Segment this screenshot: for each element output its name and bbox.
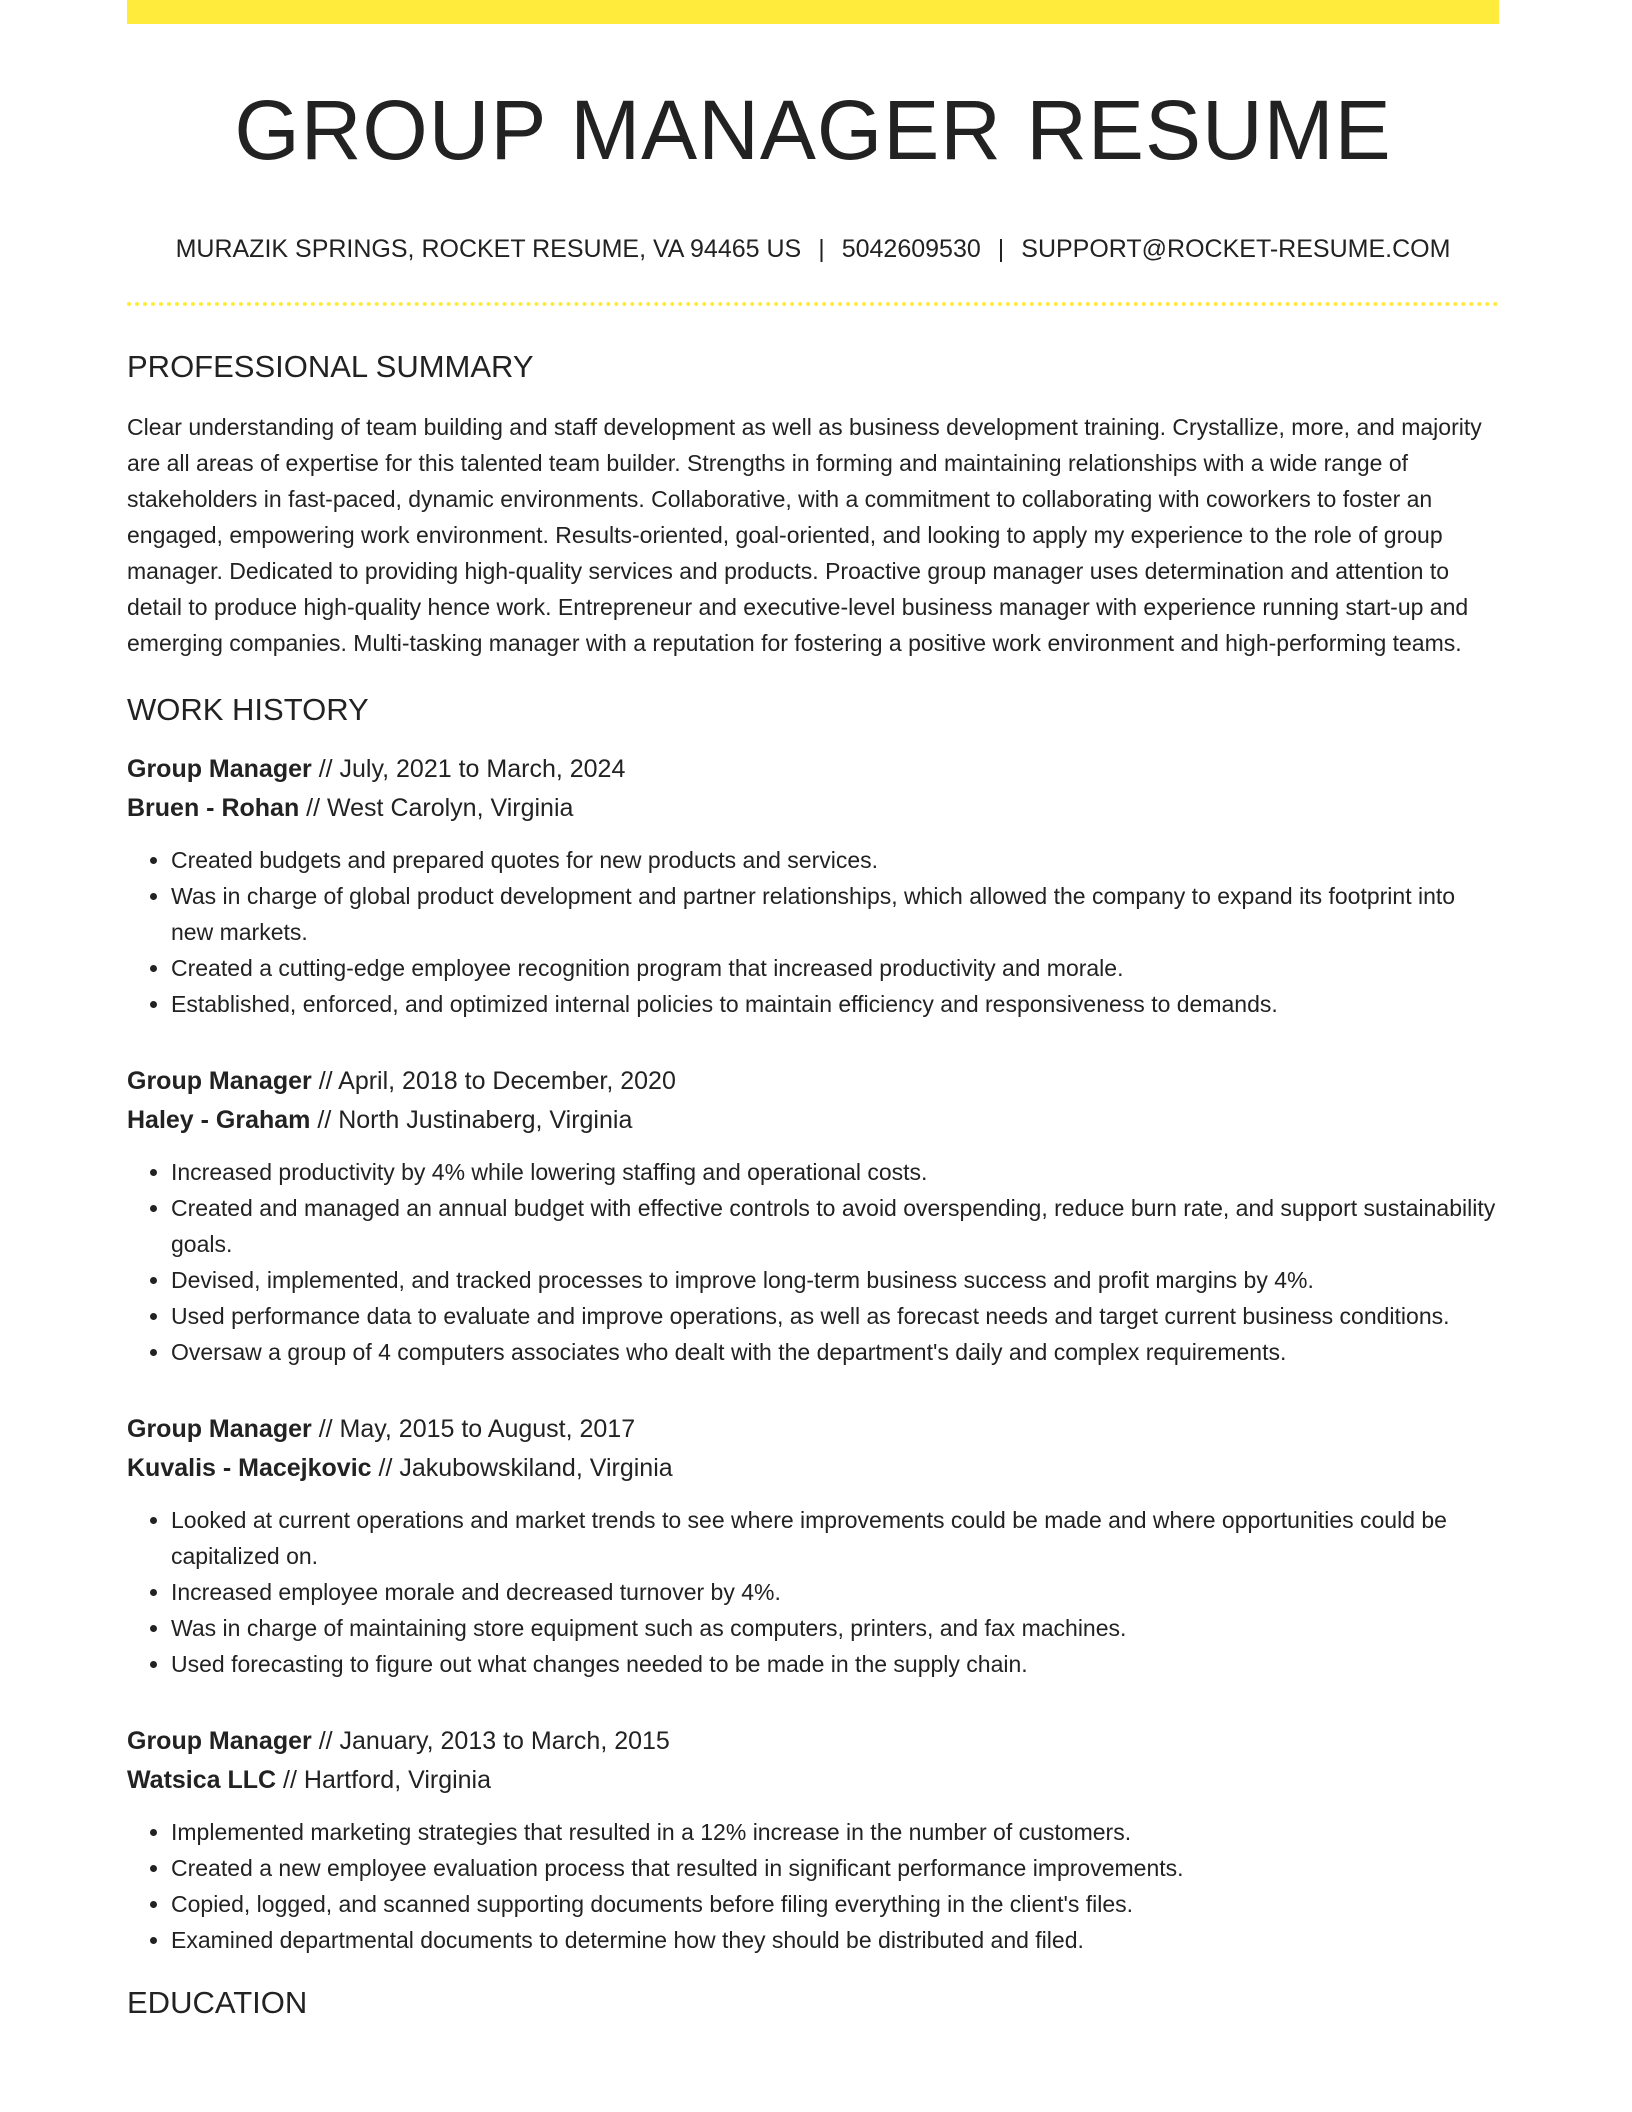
job-company-line [127, 1761, 1499, 1800]
job-bullet-list [127, 1502, 1499, 1682]
job-company: Watsica LLC [127, 1766, 277, 1795]
contact-separator: | [997, 235, 1005, 263]
job-company: Kuvalis - Macejkovic [127, 1454, 372, 1483]
summary-text: Clear understanding of team building and staff development as well as business development training. Crystallize, more, and majority are all areas of expertise for this talented team builder. Strengths in forming and maintaining relationships with a wide range of stakeholders in fast-paced, dynamic environments. Collaborative, with a commitment to collaborating with coworkers to foster an engaged, empowering work environment. Results-oriented, goal-oriented, and looking to apply my experience to the role of group manager. Dedicated to providing high-quality services and products. Proactive group manager uses determination and attention to detail to produce high-quality hence work. Entrepreneur and executive-level business manager with experience running start-up and emerging companies. Multi-tasking manager with a reputation for fostering a positive work environment and high-performing teams. [127, 414, 1482, 657]
job-entry [127, 750, 1499, 1022]
job-bullet: • Increased employee morale and decreased turnover by 4%. [171, 1574, 1499, 1610]
job-company-line [127, 1449, 1499, 1488]
job-location: // Hartford, Virginia [276, 1766, 492, 1795]
job-bullet-list [127, 1154, 1499, 1370]
job-company-line [127, 789, 1499, 828]
job-company: Haley - Graham [127, 1106, 311, 1135]
job-title-line [127, 1410, 1499, 1449]
contact-line [127, 234, 1499, 264]
job-role: Group Manager [127, 1727, 312, 1756]
job-bullet: • Devised, implemented, and tracked processes to improve long-term business success and profit margins by 4%. [171, 1262, 1499, 1298]
job-entry [127, 1410, 1499, 1682]
resume-page [127, 0, 1499, 2022]
job-bullet: • Examined departmental documents to determine how they should be distributed and filed. [171, 1922, 1499, 1958]
job-title-line [127, 1062, 1499, 1101]
top-accent-bar [127, 0, 1499, 24]
job-list [127, 750, 1499, 1958]
job-entry [127, 1722, 1499, 1958]
job-dates: // April, 2018 to December, 2020 [311, 1067, 676, 1096]
dotted-divider [127, 302, 1499, 306]
job-dates: // May, 2015 to August, 2017 [311, 1415, 636, 1444]
contact-address: MURAZIK SPRINGS, ROCKET RESUME, VA 94465 US [175, 235, 802, 263]
contact-email: SUPPORT@ROCKET-RESUME.COM [1021, 235, 1451, 263]
job-role: Group Manager [127, 1067, 312, 1096]
job-role: Group Manager [127, 755, 312, 784]
job-bullet: • Was in charge of global product development and partner relationships, which allowed the company to expand its footprint into new markets. [171, 878, 1499, 950]
summary-heading: PROFESSIONAL SUMMARY [127, 349, 534, 384]
job-bullet: • Implemented marketing strategies that resulted in a 12% increase in the number of customers. [171, 1814, 1499, 1850]
job-bullet: • Created a new employee evaluation process that resulted in significant performance improvements. [171, 1850, 1499, 1886]
job-title-line [127, 1722, 1499, 1761]
job-title-line [127, 750, 1499, 789]
job-location: // West Carolyn, Virginia [299, 794, 574, 823]
job-bullet: • Looked at current operations and market trends to see where improvements could be made and where opportunities could be capitalized on. [171, 1502, 1499, 1574]
job-bullet-list [127, 1814, 1499, 1958]
job-bullet: • Was in charge of maintaining store equipment such as computers, printers, and fax machines. [171, 1610, 1499, 1646]
job-bullet: • Created a cutting-edge employee recognition program that increased productivity and morale. [171, 950, 1499, 986]
job-bullet: • Established, enforced, and optimized internal policies to maintain efficiency and responsiveness to demands. [171, 986, 1499, 1022]
contact-separator: | [818, 235, 825, 263]
job-dates: // July, 2021 to March, 2024 [311, 755, 626, 784]
job-company-line [127, 1101, 1499, 1140]
job-bullet-list [127, 842, 1499, 1022]
job-dates: // January, 2013 to March, 2015 [311, 1727, 670, 1756]
job-bullet: • Used performance data to evaluate and improve operations, as well as forecast needs and target current business conditions. [171, 1298, 1499, 1334]
job-bullet: • Used forecasting to figure out what changes needed to be made in the supply chain. [171, 1646, 1499, 1682]
job-bullet: • Created and managed an annual budget with effective controls to avoid overspending, reduce burn rate, and support sustainability goals. [171, 1190, 1499, 1262]
job-bullet: • Created budgets and prepared quotes for new products and services. [171, 842, 1499, 878]
contact-phone: 5042609530 [841, 235, 981, 263]
job-entry [127, 1062, 1499, 1370]
work-history-heading: WORK HISTORY [127, 692, 369, 728]
education-heading: EDUCATION [127, 1985, 308, 2021]
job-location: // North Justinaberg, Virginia [310, 1106, 633, 1135]
job-bullet: • Copied, logged, and scanned supporting documents before filing everything in the client's files. [171, 1886, 1499, 1922]
job-bullet: • Oversaw a group of 4 computers associates who dealt with the department's daily and complex requirements. [171, 1334, 1499, 1370]
page-title: GROUP MANAGER RESUME [234, 83, 1392, 177]
job-location: // Jakubowskiland, Virginia [371, 1454, 673, 1483]
job-company: Bruen - Rohan [127, 794, 300, 823]
job-bullet: • Increased productivity by 4% while lowering staffing and operational costs. [171, 1154, 1499, 1190]
job-role: Group Manager [127, 1415, 312, 1444]
